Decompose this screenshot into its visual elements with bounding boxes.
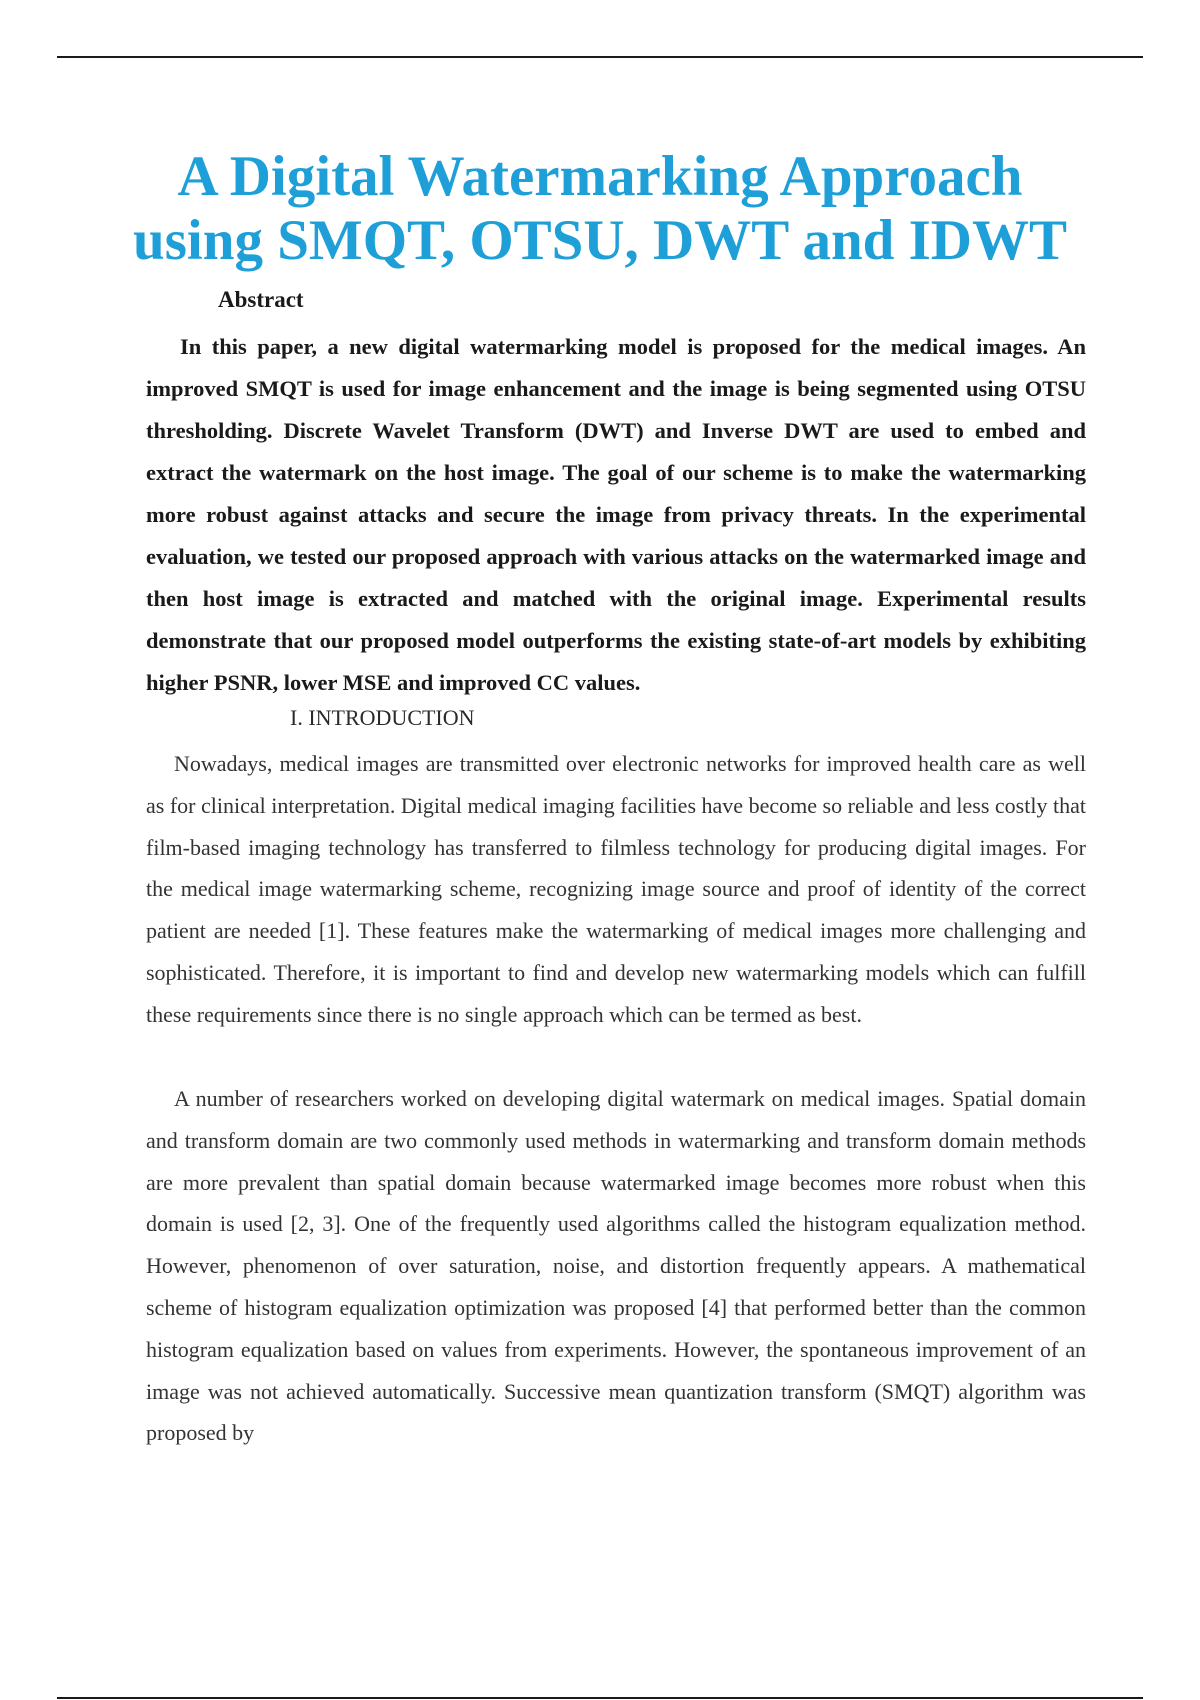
abstract-heading: Abstract <box>218 287 304 312</box>
introduction-heading: I. INTRODUCTION <box>290 705 475 730</box>
introduction-paragraph-2: A number of researchers worked on developing digital watermark on medical images. Spatial domain and transform domain are two commonly used methods in watermarking and transform domain methods are more prevalent than spatial domain because watermarked image becomes more robust when this domain is used [2, 3]. One of the frequently used algorithms called the histogram equalization method. However, phenomenon of over saturation, noise, and distortion frequently appears. A mathematical scheme of histogram equalization optimization was proposed [4] that performed better than the common histogram equalization based on values from experiments. However, the spontaneous improvement of an image was not achieved automatically. Successive mean quantization transform (SMQT) algorithm was proposed by <box>146 1086 1086 1446</box>
title-line-1: A Digital Watermarking Approach <box>177 145 1023 208</box>
paper-title <box>100 145 1100 273</box>
bottom-rule <box>57 1697 1143 1699</box>
top-rule <box>57 56 1143 58</box>
introduction-paragraph-1: Nowadays, medical images are transmitted over electronic networks for improved health care as well as for clinical interpretation. Digital medical imaging facilities have become so reliable and less costly that film-based imaging technology has transferred to filmless technology for producing digital images. For the medical image watermarking scheme, recognizing image source and proof of identity of the correct patient are needed [1]. These features make the watermarking of medical images more challenging and sophisticated. Therefore, it is important to find and develop new watermarking models which can fulfill these requirements since there is no single approach which can be termed as best. <box>146 751 1086 1027</box>
abstract-text: In this paper, a new digital watermarking model is proposed for the medical images. An improved SMQT is used for image enhancement and the image is being segmented using OTSU thresholding. Discrete Wavelet Transform (DWT) and Inverse DWT are used to embed and extract the watermark on the host image. The goal of our scheme is to make the watermarking more robust against attacks and secure the image from privacy threats. In the experimental evaluation, we tested our proposed approach with various attacks on the watermarked image and then host image is extracted and matched with the original image. Experimental results demonstrate that our proposed model outperforms the existing state-of-art models by exhibiting higher PSNR, lower MSE and improved CC values. <box>146 334 1086 695</box>
title-line-2: using SMQT, OTSU, DWT and IDWT <box>133 209 1067 272</box>
